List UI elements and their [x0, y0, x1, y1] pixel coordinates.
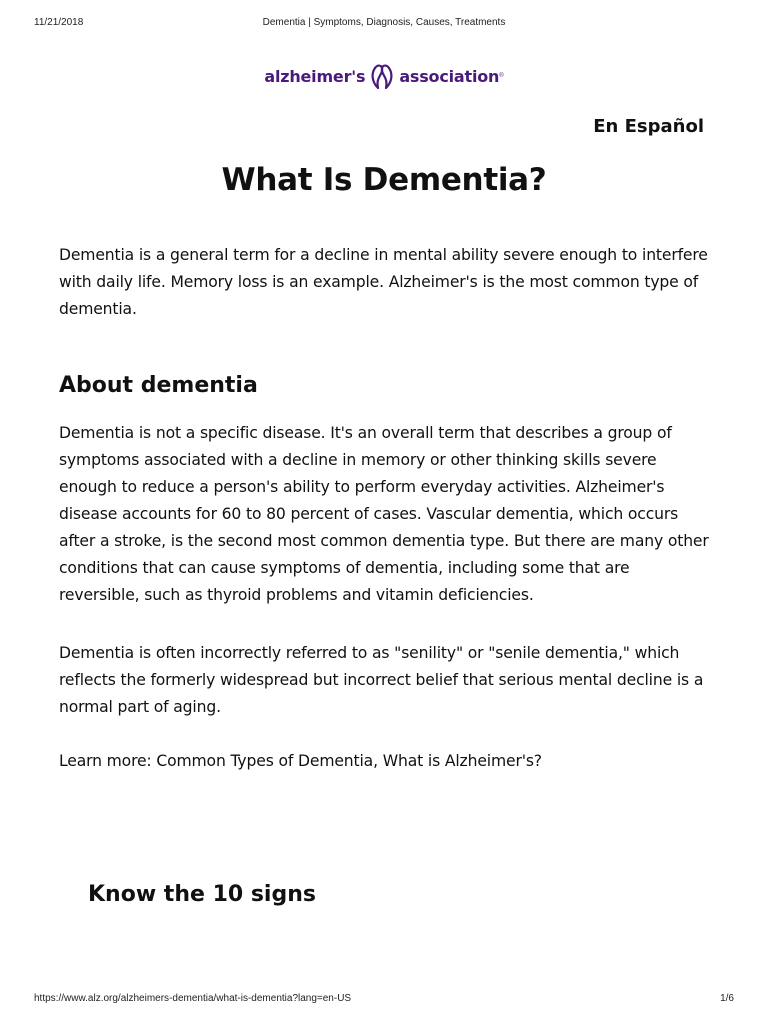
about-paragraph-1: Dementia is not a specific disease. It's an overall term that describes a group of symptoms associated with a decline in memory or other thinking skills severe enough to reduce a person's ability to perform everyday activities. Alzheimer's disease accounts for 60 to 80 percent of cases. Vascular dementia, which occurs after a stroke, is the second most common dementia type. But there are many other conditions that can cause symptoms of dementia, including some that are reversible, such as thyroid problems and vitamin deficiencies.	[59, 424, 709, 604]
logo-mark-icon	[369, 62, 395, 90]
about-dementia-heading: About dementia	[59, 373, 258, 398]
know-10-signs-heading: Know the 10 signs	[88, 882, 316, 907]
learn-more-prefix: Learn more:	[59, 752, 157, 770]
logo-text-right: association	[399, 66, 500, 86]
print-date: 11/21/2018	[34, 17, 84, 28]
learn-more-line	[59, 748, 713, 775]
intro-paragraph: Dementia is a general term for a decline in mental ability severe enough to interfere with daily life. Memory loss is an example. Alzheimer's is the most common type of dementia.	[59, 246, 708, 318]
page-title: What Is Dementia?	[221, 162, 547, 198]
alzheimers-association-logo[interactable]	[0, 62, 768, 90]
language-toggle-link[interactable]: En Español	[593, 116, 704, 137]
logo-text-left: alzheimer's	[264, 66, 366, 86]
common-types-link[interactable]: Common Types of Dementia	[156, 752, 374, 770]
learn-more-separator: ,	[373, 752, 383, 770]
print-page-title: Dementia | Symptoms, Diagnosis, Causes, Treatments	[262, 17, 506, 28]
logo-registered-mark: ®	[499, 73, 504, 79]
print-page-number: 1/6	[720, 993, 734, 1004]
about-paragraph-2: Dementia is often incorrectly referred to as "senility" or "senile dementia," which reflects the formerly widespread but incorrect belief that serious mental decline is a normal part of aging.	[59, 644, 704, 716]
print-footer-url: https://www.alz.org/alzheimers-dementia/what-is-dementia?lang=en-US	[34, 993, 352, 1004]
what-is-alzheimers-link[interactable]: What is Alzheimer's?	[382, 752, 542, 770]
